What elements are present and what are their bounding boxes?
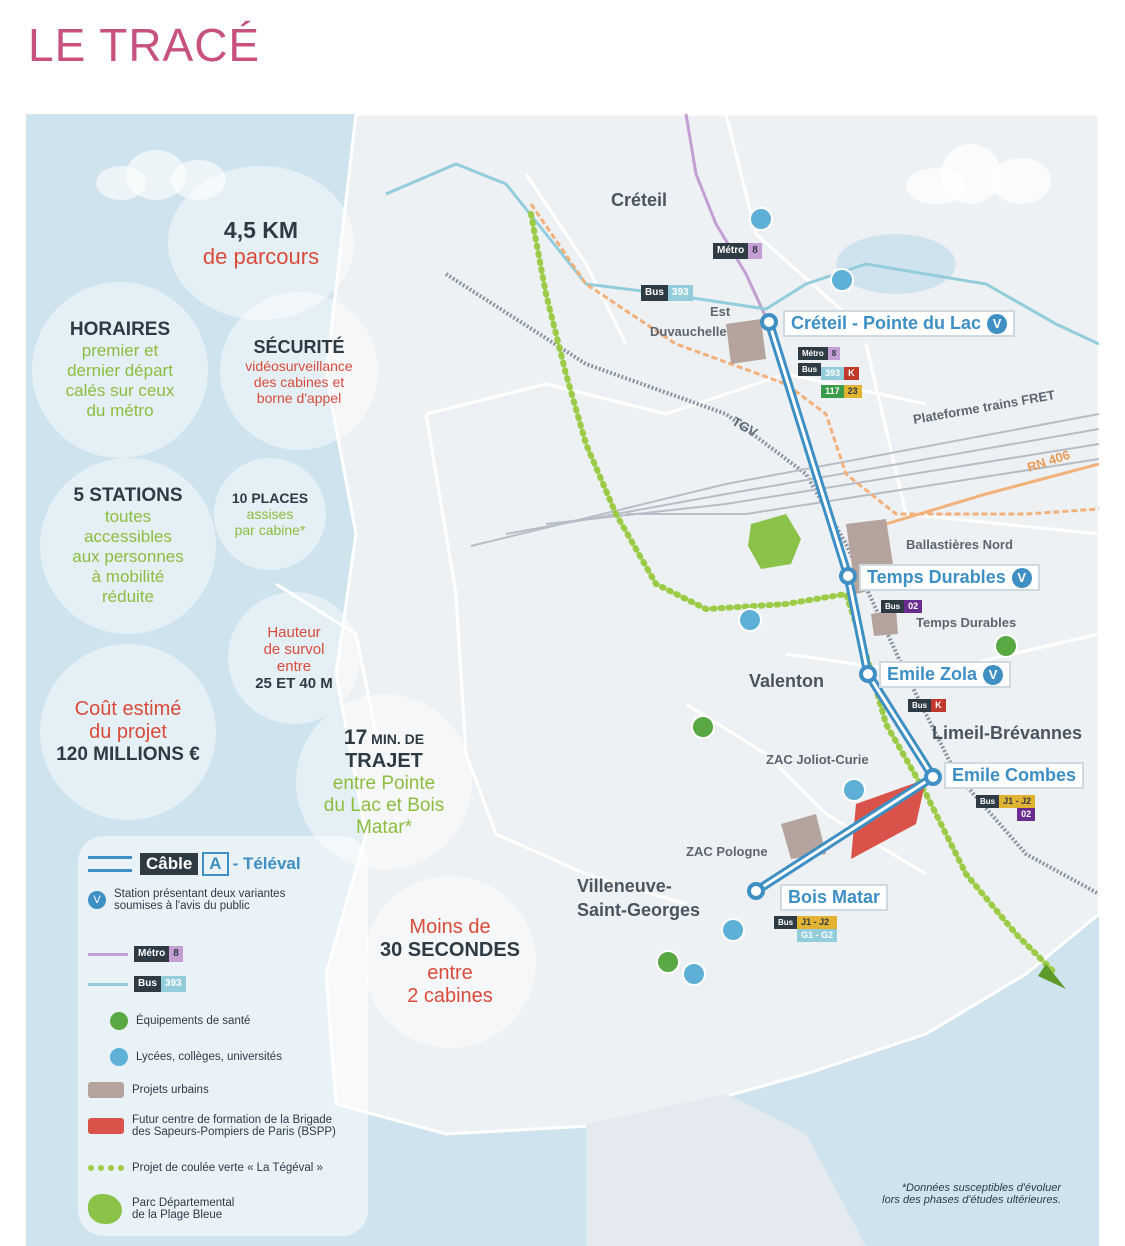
station-dot-emile-zola (861, 667, 875, 681)
variant-icon: V (983, 665, 1003, 685)
label-est: Est (710, 304, 731, 319)
legend-cable: Câble A - Téléval (88, 852, 301, 876)
school-icon (110, 1048, 128, 1066)
badge-emile-combes: Bus J1 - J2 02 (976, 795, 1035, 821)
bubble-stations: 5 STATIONS toutes accessibles aux personnes à mobilité réduite (40, 458, 216, 634)
station-dot-emile-combes (926, 770, 940, 784)
park-icon (88, 1194, 122, 1224)
label-limeil: Limeil-Brévannes (932, 723, 1083, 743)
route-map (26, 114, 1099, 1246)
health-icon (657, 951, 679, 973)
label-villeneuve-2: Saint-Georges (577, 900, 701, 920)
badge-creteil-metro: Métro 8 (798, 343, 840, 361)
lake-creteil (836, 234, 956, 294)
footnote: *Données susceptibles d'évoluer lors des phases d'études ultérieures. (882, 1182, 1061, 1206)
school-icon (683, 963, 705, 985)
bubble-parcours: 4,5 KM de parcours (168, 166, 354, 320)
bubble-securite: SÉCURITÉ vidéosurveillance des cabines et borne d'appel (220, 292, 378, 450)
school-icon (722, 919, 744, 941)
school-icon (831, 269, 853, 291)
station-dot-bois-matar (749, 884, 763, 898)
badge-temps-durables: Bus 02 (881, 596, 922, 614)
label-zac-pologne: ZAC Pologne (686, 844, 768, 859)
label-duvauchelle: Duvauchelle (650, 324, 727, 339)
urban-project-swatch (88, 1082, 124, 1098)
variant-icon: V (88, 891, 106, 909)
legend-sante: Équipements de santé (88, 1012, 250, 1030)
station-dot-creteil (762, 315, 776, 329)
legend-projets: Projets urbains (88, 1082, 209, 1098)
bubble-cabines: Moins de 30 SECONDES entre 2 cabines (364, 876, 536, 1048)
label-zac-joliot: ZAC Joliot-Curie (766, 752, 869, 767)
bubble-horaires: HORAIRES premier et dernier départ calés sur ceux du métro (32, 282, 208, 458)
station-label-bois-matar[interactable]: Bois Matar (780, 884, 888, 911)
bus-line-icon (88, 983, 128, 986)
legend-lycees: Lycées, collèges, universités (88, 1048, 282, 1066)
health-icon (692, 716, 714, 738)
school-icon (739, 609, 761, 631)
badge-group-metro-8: Métro 8 (713, 240, 762, 259)
bubble-hauteur: Hauteur de survol entre 25 ET 40 M (228, 592, 360, 724)
bubble-places: 10 PLACES assises par cabine* (214, 458, 326, 570)
health-icon (110, 1012, 128, 1030)
school-icon (843, 779, 865, 801)
bspp-swatch (88, 1118, 124, 1134)
badge-emile-zola: Bus K (908, 695, 946, 713)
bubble-trajet: 17 MIN. DE TRAJET entre Pointe du Lac et Bois Matar* (296, 694, 472, 870)
legend-bspp: Futur centre de formation de la Brigade des Sapeurs-Pompiers de Paris (BSPP) (88, 1114, 336, 1138)
variant-icon: V (987, 314, 1007, 334)
cloud-decoration (906, 144, 1066, 204)
badge-group-bus-393: Bus 393 (641, 282, 693, 301)
label-valenton: Valenton (749, 671, 825, 691)
label-fret: Plateforme trains FRET (911, 387, 1057, 427)
legend-parc: Parc Départemental de la Plage Bleue (88, 1194, 234, 1224)
variant-icon: V (1012, 568, 1032, 588)
health-icon (995, 635, 1017, 657)
label-rn406: RN 406 (1025, 446, 1072, 475)
station-label-emile-zola[interactable]: Emile Zola V (879, 661, 1011, 688)
legend-bus: Bus 393 (88, 976, 186, 992)
school-icon (750, 208, 772, 230)
badge-creteil-bus: Bus 393 K 117 23 (798, 363, 862, 399)
green-corridor-icon (88, 1165, 124, 1171)
station-label-emile-combes[interactable]: Emile Combes (944, 762, 1084, 789)
station-label-creteil[interactable]: Créteil - Pointe du Lac V (783, 310, 1015, 337)
page-title: LE TRACÉ (28, 19, 261, 71)
label-creteil: Créteil (611, 190, 668, 210)
land-south (586, 1094, 866, 1246)
label-temps-durables-area: Temps Durables (916, 615, 1017, 630)
cable-line-icon (88, 856, 132, 872)
badge-bois-matar: Bus J1 - J2 G1 - G2 (774, 916, 837, 942)
bubble-cout: Coût estimé du projet 120 MILLIONS € (40, 644, 216, 820)
label-villeneuve-1: Villeneuve- (577, 876, 672, 896)
legend-metro: Métro 8 (88, 946, 183, 962)
urban-project-duvauchelle (726, 319, 766, 364)
legend-coulee: Projet de coulée verte « La Tégéval » (88, 1162, 323, 1174)
station-dot-temps-durables (841, 569, 855, 583)
label-ballastieres: Ballastières Nord (906, 537, 1013, 552)
station-label-temps-durables[interactable]: Temps Durables V (859, 564, 1040, 591)
metro-line-icon (88, 953, 128, 956)
map-legend (78, 836, 368, 1236)
legend-variant: V Station présentant deux variantes soumises à l'avis du public (88, 888, 285, 912)
label-tgv: TGV (729, 413, 761, 440)
